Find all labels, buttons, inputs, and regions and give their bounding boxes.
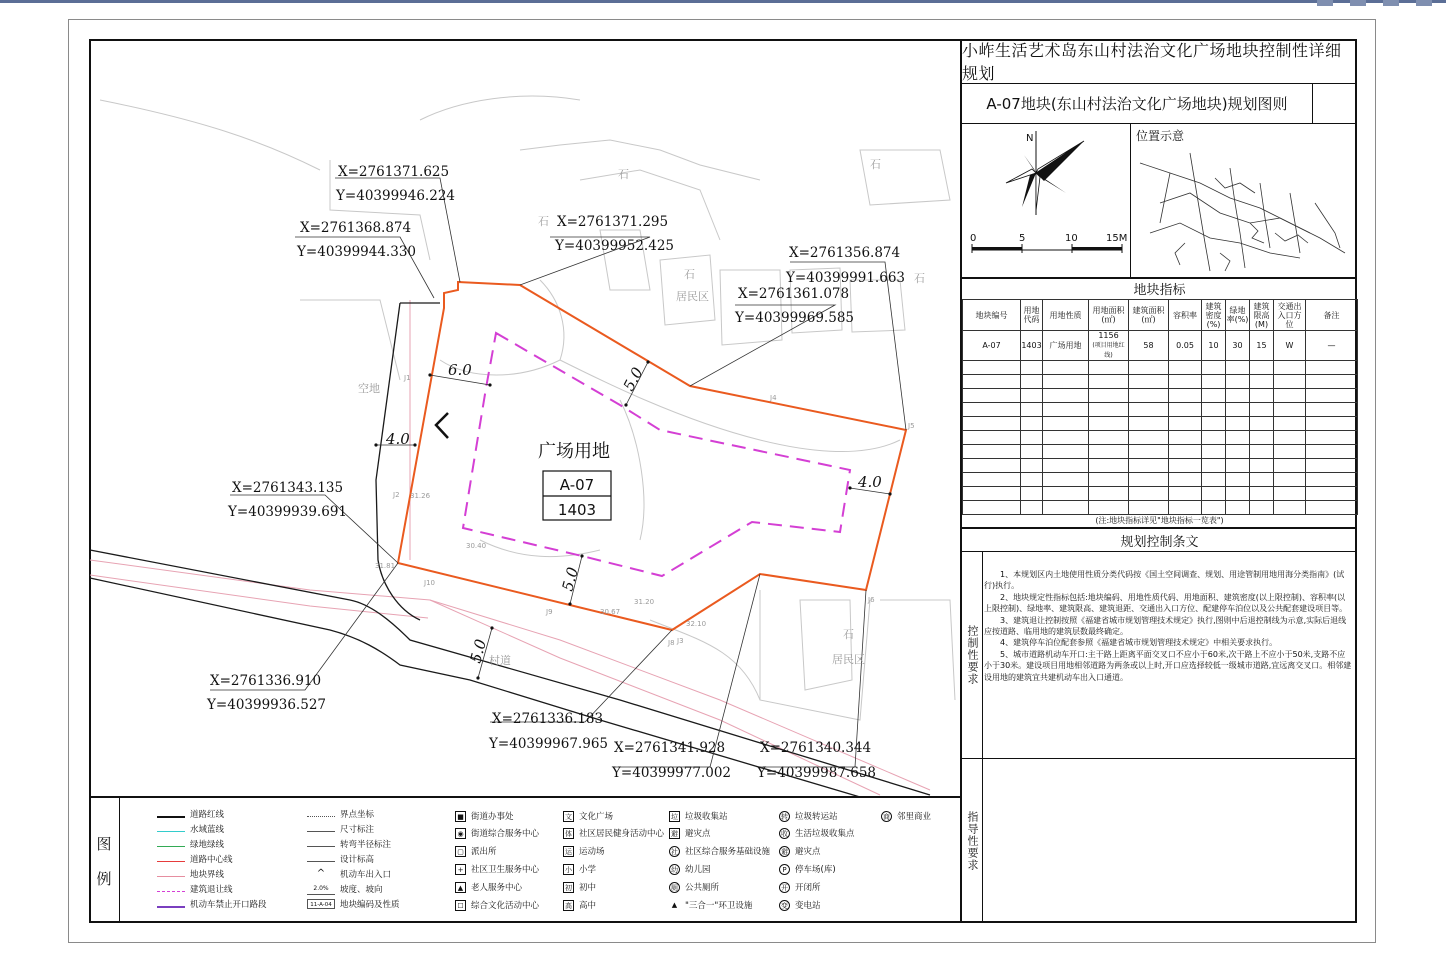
table-header: 交通出入口方位 bbox=[1274, 300, 1306, 331]
coord-x: X=2761343.135 bbox=[232, 480, 344, 496]
table-header: 建筑密度(%) bbox=[1202, 300, 1226, 331]
sports-field-icon: 运 bbox=[565, 847, 572, 856]
bg-label: 空地 bbox=[358, 382, 380, 395]
coord-x: X=2761356.874 bbox=[789, 245, 901, 261]
vehicle-entrance-arrow-icon bbox=[436, 413, 448, 438]
point-label: J5 bbox=[908, 422, 915, 430]
legend-item: 垃 垃圾收集站 bbox=[671, 812, 728, 822]
north-label: N bbox=[1026, 133, 1034, 144]
legend-item: 转弯半径标注 bbox=[307, 838, 391, 850]
table-header: 绿地率(%) bbox=[1226, 300, 1250, 331]
table-header: 用地性质 bbox=[1043, 300, 1089, 331]
legend-item: 收 生活垃圾收集点 bbox=[781, 829, 855, 839]
legend-item: ☐ 综合文化活动中心 bbox=[455, 899, 539, 911]
point-label: J3 bbox=[677, 637, 684, 645]
table-header: 地块编号 bbox=[963, 300, 1021, 331]
service-center-icon: ◉ bbox=[455, 828, 466, 839]
legend-item: ▲ "三合一"环卫设施 bbox=[669, 899, 752, 911]
road-label: 村道 bbox=[489, 654, 511, 667]
table-cell: 15 bbox=[1250, 331, 1274, 361]
legend-item: 初 初中 bbox=[565, 883, 597, 893]
control-item: 4、建筑停车泊位配套参照《福建省城市规划管理技术规定》中相关要求执行。 bbox=[1000, 638, 1278, 648]
sheet-title-blank bbox=[1312, 83, 1357, 124]
sanitation-facility-icon: ▲ bbox=[671, 900, 678, 909]
point-label: J6 bbox=[868, 596, 875, 604]
legend-item: 厕 公共厕所 bbox=[671, 883, 720, 893]
legend-item: 避 避灾点 bbox=[781, 847, 821, 857]
table-cell: 58 bbox=[1129, 331, 1169, 361]
land-use-label: 广场用地 bbox=[538, 441, 610, 462]
culture-center-icon: ☐ bbox=[455, 900, 466, 911]
table-cell: — bbox=[1306, 331, 1358, 361]
plot-code-label: 1403 bbox=[557, 501, 597, 519]
legend-item: 道路中心线 bbox=[157, 853, 233, 865]
coord-y: Y=40399946.224 bbox=[336, 188, 455, 204]
legend-item: 商 邻里商业 bbox=[883, 812, 932, 822]
legend-item: 幼 幼儿园 bbox=[671, 865, 711, 875]
legend-label-bottom: 例 bbox=[96, 869, 112, 888]
neighborhood-commerce-icon: 商 bbox=[883, 812, 890, 821]
legend-side-label bbox=[89, 798, 120, 923]
legend-item: ■ 街道办事处 bbox=[455, 810, 514, 822]
legend-item: 2.0% 坡度、坡向 bbox=[307, 883, 383, 895]
bg-label: 石 bbox=[684, 268, 695, 281]
coord-x: X=2761341.928 bbox=[614, 740, 726, 756]
table-header: 用地面积(㎡) bbox=[1089, 300, 1129, 331]
legend-item: 建筑退让线 bbox=[157, 883, 233, 895]
legend-item: 体 社区居民健身活动中心 bbox=[565, 829, 665, 839]
site-map bbox=[89, 39, 961, 797]
parking-icon: P bbox=[779, 864, 790, 875]
kindergarten-icon: 幼 bbox=[671, 865, 678, 874]
guidance-side-label-box bbox=[962, 758, 983, 922]
location-label: 位置示意 bbox=[1136, 129, 1185, 143]
primary-school-icon: 小 bbox=[565, 865, 572, 874]
plot-id-label: A-07 bbox=[559, 476, 595, 494]
coord-y: Y=40399967.965 bbox=[489, 736, 608, 752]
legend-item: 设计标高 bbox=[307, 853, 374, 865]
title-block bbox=[960, 39, 1357, 923]
control-item: 3、建筑退让控制按照《福建省城市规划管理技术规定》执行,图则中后退控制线为示意,实际后退线应按道路、临用地的建筑层数最终确定。 bbox=[984, 615, 1347, 637]
elevation-label: 30.40 bbox=[466, 542, 487, 550]
guidance-area bbox=[982, 758, 1357, 922]
legend-item: 绿地绿线 bbox=[157, 838, 224, 850]
coord-x: X=2761371.295 bbox=[557, 214, 669, 230]
indicator-note: (注:地块指标详见"地块指标一览表") bbox=[962, 515, 1357, 529]
legend-item: 水域蓝线 bbox=[157, 823, 224, 835]
legend-item: 小 小学 bbox=[565, 865, 597, 875]
elevation-label: 31.26 bbox=[410, 492, 431, 500]
table-cell: W bbox=[1274, 331, 1306, 361]
legend-item: 文 文化广场 bbox=[565, 812, 614, 822]
legend-item: 社 社区综合服务基础设施 bbox=[671, 847, 771, 857]
table-cell: A-07 bbox=[963, 331, 1021, 361]
coord-x: X=2761361.078 bbox=[738, 286, 850, 302]
garbage-point-icon: 收 bbox=[781, 829, 788, 838]
health-center-icon: + bbox=[455, 864, 466, 875]
coord-y: Y=40399987.658 bbox=[757, 765, 876, 781]
project-title: 小岞生活艺术岛东山村法治文化广场地块控制性详细规划 bbox=[962, 39, 1357, 84]
scale-label: 5 bbox=[1019, 233, 1026, 244]
police-icon: ▢ bbox=[455, 846, 466, 857]
elderly-center-icon: ▲ bbox=[455, 882, 466, 893]
bg-label: 石 bbox=[538, 215, 549, 228]
top-accent-bar bbox=[0, 0, 1446, 3]
scale-label: 15M bbox=[1106, 233, 1128, 244]
bg-label: 石 bbox=[914, 272, 925, 285]
scale-label: 0 bbox=[970, 233, 977, 244]
entrance-arrow-icon: ^ bbox=[316, 868, 326, 879]
middle-school-icon: 初 bbox=[565, 883, 572, 892]
sheet-title: A-07地块(东山村法治文化广场地块)规划图则 bbox=[962, 83, 1313, 124]
table-cell bbox=[1089, 331, 1129, 361]
background-buildings bbox=[100, 96, 955, 720]
legend-item: + 社区卫生服务中心 bbox=[455, 863, 539, 875]
legend-item: ▲ 老人服务中心 bbox=[455, 881, 522, 893]
coord-x: X=2761371.625 bbox=[338, 164, 450, 180]
point-label: J9 bbox=[546, 608, 553, 616]
scale-label: 10 bbox=[1065, 233, 1078, 244]
control-item: 5、城市道路机动车开口:主干路上距离平面交叉口不应小于60米,次干路上不应小于50米,支路不应小于30米。建设项目用地相邻道路为两条或以上时,开口应选择较低一级城市道路,宜远离交叉口。相邻建设用地的建筑宜共建机动车出入口通道。 bbox=[984, 649, 1352, 682]
legend-item: 11-A-04 地块编码及性质 bbox=[307, 898, 400, 910]
point-label: J8 bbox=[668, 639, 675, 647]
table-cell: 10 bbox=[1202, 331, 1226, 361]
location-map bbox=[1130, 123, 1357, 277]
legend-item: 避 避灾点 bbox=[671, 829, 711, 839]
legend-item: 高 高中 bbox=[565, 901, 597, 911]
plot-boundary bbox=[398, 282, 906, 630]
legend-item: ▢ 派出所 bbox=[455, 845, 497, 857]
table-header: 建筑限高(M) bbox=[1250, 300, 1274, 331]
dimension-label: 6.0 bbox=[448, 361, 472, 379]
shelter-icon: 避 bbox=[671, 829, 678, 838]
control-side-label-box bbox=[962, 551, 983, 758]
dimension-label: 5.0 bbox=[466, 637, 491, 666]
table-cell: 广场用地 bbox=[1043, 331, 1089, 361]
land-area-note: (项目用地红线) bbox=[1092, 342, 1125, 359]
coord-x: X=2761336.183 bbox=[492, 711, 604, 727]
map-area bbox=[89, 39, 961, 797]
table-row bbox=[963, 331, 1358, 361]
control-text bbox=[984, 569, 1352, 683]
substation-icon: 变 bbox=[781, 901, 788, 910]
dimension-label: 5.0 bbox=[558, 565, 583, 594]
table-cell: 30 bbox=[1226, 331, 1250, 361]
location-box bbox=[1130, 123, 1357, 279]
legend-item: ◉ 街道综合服务中心 bbox=[455, 827, 539, 839]
table-header: 容积率 bbox=[1169, 300, 1202, 331]
point-label: J4 bbox=[770, 394, 777, 402]
legend-item: 变 变电站 bbox=[781, 901, 821, 911]
elevation-label: 31.20 bbox=[634, 598, 655, 606]
coord-y: Y=40399977.002 bbox=[612, 765, 731, 781]
dimension-label: 4.0 bbox=[858, 473, 882, 491]
dimension-label: 4.0 bbox=[386, 430, 410, 448]
legend-item: 开 开闭所 bbox=[781, 883, 821, 893]
control-title: 规划控制条文 bbox=[962, 529, 1357, 552]
elevation-label: 31.81 bbox=[375, 562, 396, 570]
point-label: J10 bbox=[424, 579, 435, 587]
point-label: J1 bbox=[404, 374, 411, 382]
table-header: 用地代码 bbox=[1021, 300, 1043, 331]
bg-label: 居民区 bbox=[676, 290, 709, 303]
coord-y: Y=40399944.330 bbox=[297, 244, 416, 260]
control-item: 1、本规划区内土地使用性质分类代码按《国土空间调查、规划、用途管制用地用海分类指南》(试行)执行。 bbox=[984, 570, 1345, 591]
table-header: 备注 bbox=[1306, 300, 1358, 331]
elevation-label: 32.10 bbox=[686, 620, 707, 628]
point-label: J2 bbox=[393, 491, 400, 499]
legend-item: ^ 机动车出入口 bbox=[307, 868, 391, 880]
north-arrow-box bbox=[962, 123, 1131, 279]
coord-y: Y=40399936.527 bbox=[207, 697, 326, 713]
legend-item: 道路红线 bbox=[157, 808, 224, 820]
switch-station-icon: 开 bbox=[781, 883, 788, 892]
legend-item: 尺寸标注 bbox=[307, 823, 374, 835]
bg-label: 居民区 bbox=[832, 653, 865, 666]
culture-square-icon: 文 bbox=[565, 812, 572, 821]
north-arrow-icon bbox=[962, 123, 1130, 277]
subdistrict-office-icon: ■ bbox=[455, 811, 466, 822]
dimension-ticks bbox=[374, 360, 891, 679]
elevation-label: 30.67 bbox=[600, 608, 621, 616]
table-cell: 1403 bbox=[1021, 331, 1043, 361]
legend-item: 界点坐标 bbox=[307, 808, 374, 820]
coord-x: X=2761336.910 bbox=[210, 673, 322, 689]
high-school-icon: 高 bbox=[565, 901, 572, 910]
legend-item: 运 运动场 bbox=[565, 847, 605, 857]
coord-y: Y=40399952.425 bbox=[555, 238, 674, 254]
legend-item: 转 垃圾转运站 bbox=[781, 812, 838, 822]
coord-x: X=2761340.344 bbox=[760, 740, 872, 756]
land-area-value: 1156 bbox=[1098, 331, 1119, 340]
garbage-station-icon: 垃 bbox=[671, 812, 678, 821]
table-header: 建筑面积(㎡) bbox=[1129, 300, 1169, 331]
dimension-label: 5.0 bbox=[619, 364, 647, 394]
transfer-station-icon: 转 bbox=[781, 812, 788, 821]
bg-label: 石 bbox=[843, 628, 854, 641]
legend-item: 地块界线 bbox=[157, 868, 224, 880]
fitness-center-icon: 体 bbox=[565, 829, 572, 838]
control-side-label: 控制性要求 bbox=[966, 624, 979, 685]
building-setback-line bbox=[463, 333, 850, 576]
legend-item: 机动车禁止开口路段 bbox=[157, 898, 267, 910]
indicator-table bbox=[962, 299, 1358, 515]
indicator-title: 地块指标 bbox=[962, 277, 1357, 300]
coord-x: X=2761368.874 bbox=[300, 220, 412, 236]
legend-label-top: 图 bbox=[96, 834, 112, 853]
coord-y: Y=40399991.663 bbox=[786, 270, 905, 286]
legend-item: P 停车场(库) bbox=[779, 863, 836, 875]
table-cell: 0.05 bbox=[1169, 331, 1202, 361]
shelter-point-icon: 避 bbox=[781, 847, 788, 856]
legend bbox=[89, 796, 961, 923]
slope-icon: 2.0% bbox=[307, 884, 335, 895]
bg-label: 石 bbox=[618, 168, 629, 181]
bg-label: 石 bbox=[870, 158, 881, 171]
public-toilet-icon: 厕 bbox=[671, 883, 678, 892]
top-accent-blocks bbox=[1317, 0, 1432, 6]
guidance-side-label: 指导性要求 bbox=[966, 810, 979, 871]
coord-y: Y=40399969.585 bbox=[735, 310, 854, 326]
coord-y: Y=40399939.691 bbox=[228, 504, 347, 520]
plot-code-icon: 11-A-04 bbox=[307, 899, 335, 909]
community-facility-icon: 社 bbox=[671, 847, 678, 856]
control-item: 2、地块规定性指标包括:地块编码、用地性质代码、用地面积、建筑密度(以上限控制)、容积率(以上限控制)、绿地率、建筑限高、建筑退距、交通出入口方位、配建停车泊位以及公共配套建设项目等。 bbox=[984, 592, 1348, 614]
